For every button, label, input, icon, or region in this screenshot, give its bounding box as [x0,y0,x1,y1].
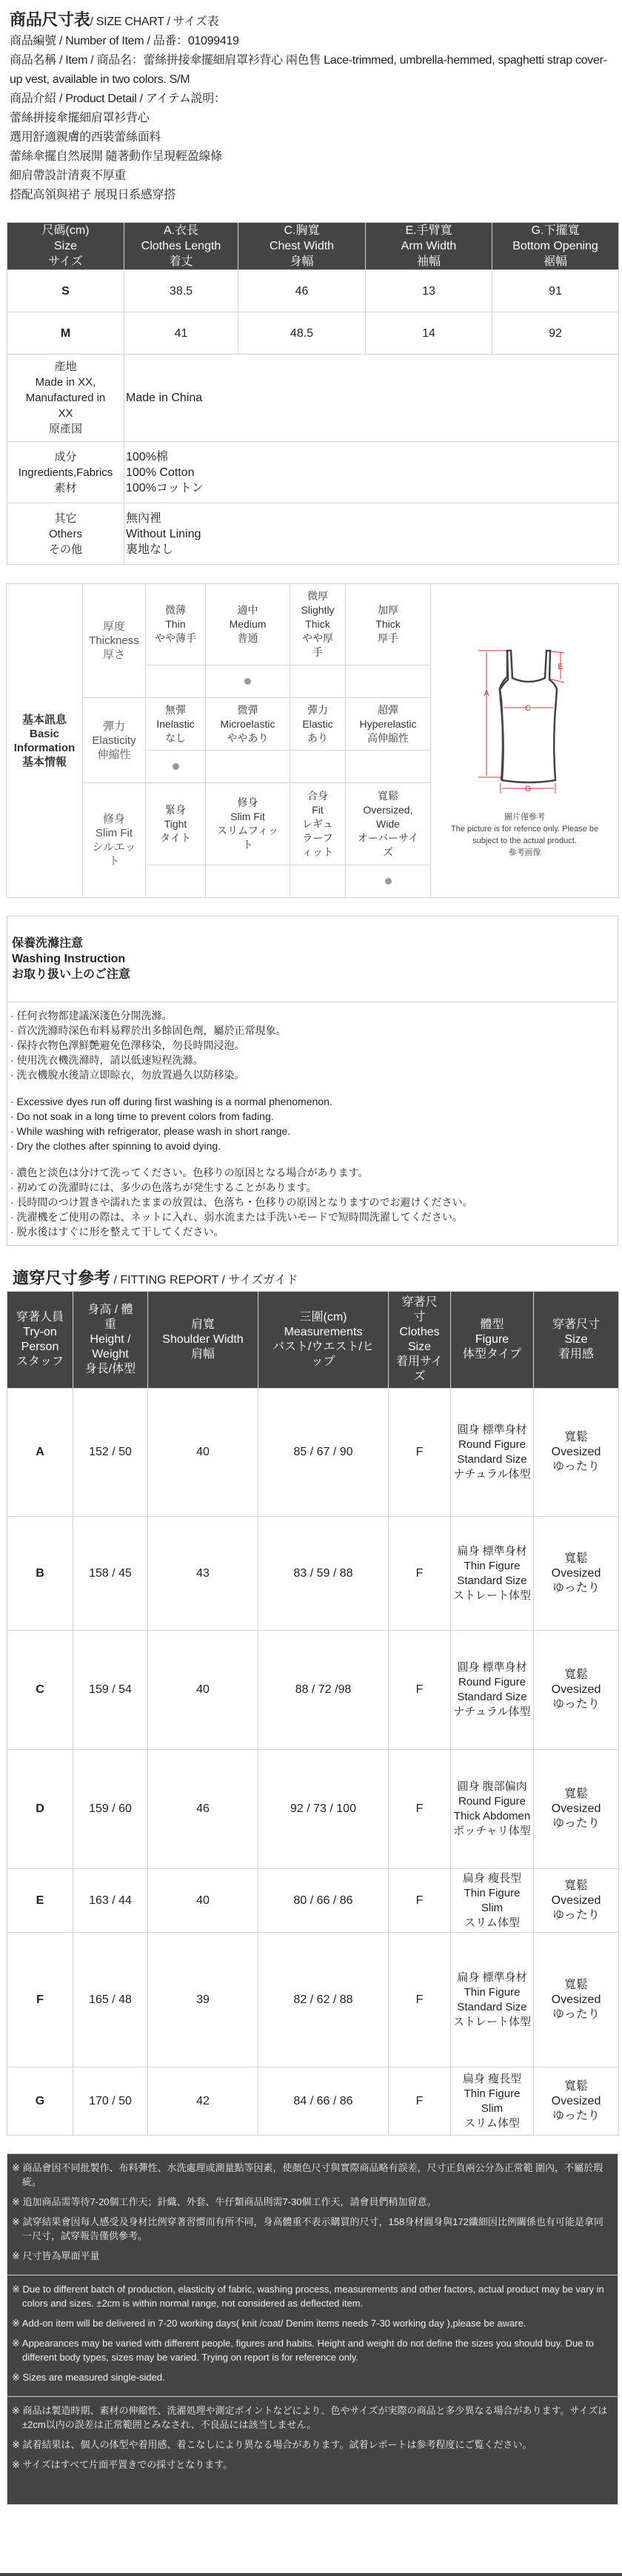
selected-dot-icon [244,678,251,685]
detail-line: 搭配高領與裙子 展現日系感穿搭 [10,189,175,201]
fitting-row [7,2067,619,2136]
cell-height-weight: 159 / 54 [73,1631,148,1750]
fit-selection-cell [290,751,346,783]
fit-selection-cell [146,665,206,698]
note-item: ※ 商品會因不同批製作、布料彈性、水洗處理或測量點等因素，使顏色尺寸與實際商品略有誤差，尺寸正負兩公分為正常範 圍內，不屬於瑕疵。 [12,2162,603,2187]
washing-line: · 保持衣物色澤鮮艷避免色澤移染，勿長時間浸泡。 [10,1039,245,1051]
cell-height-weight: 152 / 50 [73,1389,148,1517]
cell-measurements: 85 / 67 / 90 [258,1389,389,1517]
notes-group [7,2275,618,2396]
cell-person: G [7,2067,73,2136]
cell-person: A [7,1389,73,1517]
cell-fit-feel: 寬鬆 Ovesized ゆったり [534,1869,619,1933]
cell-shoulder-width: 43 [148,1517,258,1631]
notes-group [7,2154,618,2275]
cell-person: F [7,1933,73,2067]
header-arm-width: E.手臂寬 Arm Width 袖幅 [366,223,492,270]
washing-line: · Dry the clothes after spinning to avoid dying. [10,1140,221,1152]
others-row [7,503,619,565]
cell-clothes-size: F [389,1869,451,1933]
cell-clothes-size: F [389,2067,451,2136]
size-row [7,270,619,312]
cell-measurements: 83 / 59 / 88 [258,1517,389,1631]
basic-info-table [6,583,619,898]
size-value: 38.5 [124,270,238,312]
fitting-header [7,1292,619,1389]
washing-line: · 任何衣物都建議深淺色分開洗滌。 [10,1010,173,1022]
cell-fit-feel: 寬鬆 Ovesized ゆったり [534,1750,619,1869]
header-clothes-length: A.衣長 Clothes Length 着丈 [124,223,238,270]
size-value: 41 [124,312,238,355]
cell-clothes-size: F [389,1933,451,2067]
notes-box [7,2153,618,2505]
fitting-row [7,1389,619,1517]
header-size: 尺碼(cm) Size サイズ [7,223,124,270]
cell-person: B [7,1517,73,1631]
note-item: ※ 試着結果は、個人の体型や着用感、着こなしにより異なる場合があります。試着レポートは参考程度にご覧ください。 [12,2439,532,2450]
fit-option: 微彈 Microelastic ややあり [206,698,290,751]
size-row [7,312,619,355]
note-item: ※ Sizes are measured single-sided. [12,2372,165,2383]
origin-row [7,355,619,442]
cell-fit-feel: 寬鬆 Ovesized ゆったり [534,2067,619,2136]
basic-info-label: 基本訊息 Basic Information 基本情報 [7,584,83,898]
note-item: ※ 商品は製造時期、素材の伸縮性、洗濯処理や測定ポイントなどにより、色やサイズが実際の商品と多少異なる場合があります。サイズは±2cm以内の誤差は正常範囲とみなされ、不良品には該当しません。 [12,2405,608,2430]
cell-shoulder-width: 40 [148,1631,258,1750]
header-clothes-size: 穿著尺 寸 Clothes Size 着用サイ ズ [389,1292,451,1389]
detail-line: 蕾絲拼接傘擺細肩罩衫背心 [10,112,150,124]
washing-line: · While washing with refrigerator, please wash in short range. [10,1125,291,1137]
spacer [10,1153,618,1165]
measure-label-c: C [525,704,531,713]
washing-line: · 初めての洗濯時には、多少の色落ちが発生することがあります。 [10,1181,317,1193]
cell-shoulder-width: 46 [148,1750,258,1869]
fabric-row [7,442,619,503]
cell-fit-feel: 寬鬆 Ovesized ゆったり [534,1631,619,1750]
fit-selection-cell [146,865,206,898]
size-chart-table [7,222,619,565]
fit-selection-cell [346,865,431,898]
origin-label: 產地 Made in XX, Manufactured in XX 原產国 [7,355,124,442]
washing-list [7,1002,618,1239]
measure-label-g: G [524,785,532,794]
cell-measurements: 84 / 66 / 86 [258,2067,389,2136]
size-value: 92 [492,312,619,355]
cell-clothes-size: F [389,1517,451,1631]
cell-clothes-size: F [389,1631,451,1750]
header-person: 穿著人員 Try-on Person スタッフ [7,1292,73,1389]
fitting-report-title: 適穿尺寸參考 / FITTING REPORT / サイズガイド [13,1269,298,1287]
washing-line: · 脱水後はすぐに形を整えて干してください。 [10,1226,224,1238]
notes-group [7,2396,618,2483]
fit-option: 寬鬆 Oversized, Wide オーバーサイ ズ [346,783,431,865]
header-fit-feel: 穿著尺寸 Size 着用感 [534,1292,619,1389]
fit-option: 微薄 Thin やや薄手 [146,584,206,665]
cell-person: E [7,1869,73,1933]
note-item: ※ サイズはすべて片面平置きでの採寸となります。 [12,2459,233,2470]
fit-category-label: 修身 Slim Fit シルエッ ト [83,783,146,898]
washing-line: · 洗衣機脫水後請立即晾衣，勿放置過久以防移染。 [10,1069,245,1081]
others-value: 無內裡 Without Lining 裏地なし [124,503,619,565]
fit-category-label: 厚度 Thickness 厚さ [83,584,146,698]
washing-title: 保養洗滌注意 Washing Instruction お取り扱い上のご注意 [7,916,618,1002]
washing-line: · 首次洗滌時深色布料易釋於出多餘固色劑，屬於正常現象。 [10,1024,287,1036]
header-chest-width: C.胸寬 Chest Width 身幅 [238,223,366,270]
cell-figure: 圓身 標準身材 Round Figure Standard Size ナチュラル体型 [451,1389,534,1517]
washing-line: · 使用洗衣機洗滌時，請以低速短程洗滌。 [10,1054,204,1066]
cell-height-weight: 170 / 50 [73,2067,148,2136]
washing-line: · 濃色と淡色は分けて洗ってください。色移りの原因となる場合があります。 [10,1167,369,1178]
garment-diagram-cell [431,584,619,898]
cell-fit-feel: 寬鬆 Ovesized ゆったり [534,1389,619,1517]
bottom-divider [0,2573,622,2576]
washing-line: · Do not soak in a long time to prevent colors from fading. [10,1110,274,1122]
fit-option: 合身 Fit レギュ ラーフ ィット [290,783,346,865]
cell-measurements: 82 / 62 / 88 [258,1933,389,2067]
cell-person: C [7,1631,73,1750]
fit-option: 緊身 Tight タイト [146,783,206,865]
diagram-caption: 圖片僅參考 The picture is for refence only. Please be subject to the actual product. 參考画像 [450,813,599,857]
header-figure: 體型 Figure 体型タイプ [451,1292,534,1389]
cell-shoulder-width: 40 [148,1869,258,1933]
cell-measurements: 88 / 72 /98 [258,1631,389,1750]
size-value: 13 [366,270,492,312]
fit-selection-cell [346,751,431,783]
fit-option: 無彈 Inelastic なし [146,698,206,751]
fit-option: 彈力 Elastic あり [290,698,346,751]
cell-height-weight: 165 / 48 [73,1933,148,2067]
measure-label-a: A [484,689,489,698]
fit-category-label: 彈力 Elasticity 伸縮性 [83,698,146,783]
detail-line: 蕾絲傘擺自然展開 隨著動作呈現輕盈線條 [10,150,222,163]
fitting-row [7,1933,619,2067]
fit-selection-cell [146,751,206,783]
vest-outline [500,651,557,782]
page-title: 商品尺寸表/ SIZE CHART / サイズ表 [10,10,219,29]
fit-selection-cell [206,865,290,898]
cell-measurements: 80 / 66 / 86 [258,1869,389,1933]
item-number: 商品編號 / Number of Item / 品番：01099419 [10,35,239,47]
fitting-row [7,1631,619,1750]
others-label: 其它 Others その他 [7,503,124,565]
fit-selection-cell [290,665,346,698]
cell-clothes-size: F [389,1389,451,1517]
measure-label-e: E [558,663,564,671]
fabric-value: 100%棉 100% Cotton 100%コットン [124,442,619,503]
size-value: 91 [492,270,619,312]
fit-selection-cell [346,665,431,698]
cell-shoulder-width: 42 [148,2067,258,2136]
washing-instruction [7,916,618,1246]
note-item: ※ Due to different batch of production, elasticity of fabric, washing process, measurements and other factors, actual product may be vary in colors and sizes. ±2cm is within normal range, not considered as deflected item. [12,2284,604,2309]
detail-line: 選用舒適親膚的西裝蕾絲面料 [10,131,161,144]
fitting-report-table [7,1291,619,2136]
fit-selection-cell [206,665,290,698]
cell-clothes-size: F [389,1750,451,1869]
cell-figure: 扁身 標準身材 Thin Figure Standard Size ストレート体型 [451,1517,534,1631]
size-value: 48.5 [238,312,366,355]
cell-measurements: 92 / 73 / 100 [258,1750,389,1869]
header-height-weight: 身高 / 體 重 Height / Weight 身長/体型 [73,1292,148,1389]
note-item: ※ Add-on item will be delivered in 7-20 working days( knit /coat/ Denim items needs 7-30 working day ),please be aware. [12,2318,526,2329]
note-item: ※ 試穿結果會因每人感受及身材比例穿著習慣而有所不同，身高體重不表示購買的尺寸，158身材圓身與172纖細因比例關係也有可能是拿同一尺寸，試穿報告僅供參考。 [12,2216,603,2241]
fit-option: 超彈 Hyperelastic 高伸縮性 [346,698,431,751]
size-label: M [7,312,124,355]
size-value: 46 [238,270,366,312]
fit-option: 加厚 Thick 厚手 [346,584,431,665]
item-name: 商品名稱 / Item / 商品名：蕾絲拼接傘擺細肩罩衫背心 兩色售 Lace-trimmed, umbrella-hemmed, spaghetti strap cover-up vest, available in two colors. S/M [10,54,607,86]
fit-option: 適中 Medium 普通 [206,584,290,665]
note-item: ※ 追加商品需等待7-20個工作天；針織、外套、牛仔類商品則需7-30個工作天，請會員們稍加留意。 [12,2196,437,2207]
detail-line: 細肩帶設計清爽不厚重 [10,170,127,182]
cell-figure: 扁身 瘦長型 Thin Figure Slim スリム体型 [451,2067,534,2136]
cell-shoulder-width: 39 [148,1933,258,2067]
note-item: ※ 尺寸皆為單面平量 [12,2250,100,2261]
cell-figure: 扁身 瘦長型 Thin Figure Slim スリム体型 [451,1869,534,1933]
size-value: 14 [366,312,492,355]
selected-dot-icon [385,878,392,885]
fitting-row [7,1750,619,1869]
fit-selection-cell [290,865,346,898]
fitting-row [7,1869,619,1933]
header-measurements: 三圍(cm) Measurements バスト/ウエスト/ヒ ップ [258,1292,389,1389]
fit-option: 微厚 Slightly Thick やや厚 手 [290,584,346,665]
size-label: S [7,270,124,312]
fit-option-row [7,584,619,665]
note-item: ※ Appearances may be varied with different people, figures and habits. Height and weight do not define the sizes you should buy. Due to different body types, sizes may be varied. Trying on report is for reference only. [12,2338,594,2363]
product-intro [10,10,613,205]
header-bottom-opening: G.下擺寬 Bottom Opening 裾幅 [492,223,619,270]
cell-fit-feel: 寬鬆 Ovesized ゆったり [534,1517,619,1631]
fit-option: 修身 Slim Fit スリムフィッ ト [206,783,290,865]
measure-lines [478,651,564,794]
fabric-label: 成分 Ingredients,Fabrics 素材 [7,442,124,503]
origin-value: Made in China [124,355,619,442]
cell-person: D [7,1750,73,1869]
cell-height-weight: 163 / 44 [73,1869,148,1933]
washing-line: · 長時間のつけ置きや濡れたままの放置は、色落ち・色移りの原因となりますのでお避けください。 [10,1196,473,1208]
cell-height-weight: 159 / 60 [73,1750,148,1869]
washing-line: · 洗濯機をご使用の際は、ネットに入れ、弱水流または手洗いモードで短時間洗濯してください。 [10,1211,463,1223]
washing-line: · Excessive dyes run off during first washing is a normal phenomenon. [10,1096,332,1107]
size-chart-header [7,223,619,270]
fitting-row [7,1517,619,1631]
cell-shoulder-width: 40 [148,1389,258,1517]
detail-label: 商品介紹 / Product Detail / アイテム説明： [10,93,226,105]
spacer [10,1082,618,1094]
cell-height-weight: 158 / 45 [73,1517,148,1631]
cell-figure: 圓身 標準身材 Round Figure Standard Size ナチュラル体型 [451,1631,534,1750]
header-shoulder-width: 肩寬 Shoulder Width 肩幅 [148,1292,258,1389]
cell-figure: 扁身 標準身材 Thin Figure Standard Size ストレート体型 [451,1933,534,2067]
cell-fit-feel: 寬鬆 Ovesized ゆったり [534,1933,619,2067]
cell-figure: 圓身 腹部偏肉 Round Figure Thick Abdomen ポッチャリ体型 [451,1750,534,1869]
vest-diagram [432,637,618,799]
fit-selection-cell [206,751,290,783]
selected-dot-icon [173,763,179,770]
